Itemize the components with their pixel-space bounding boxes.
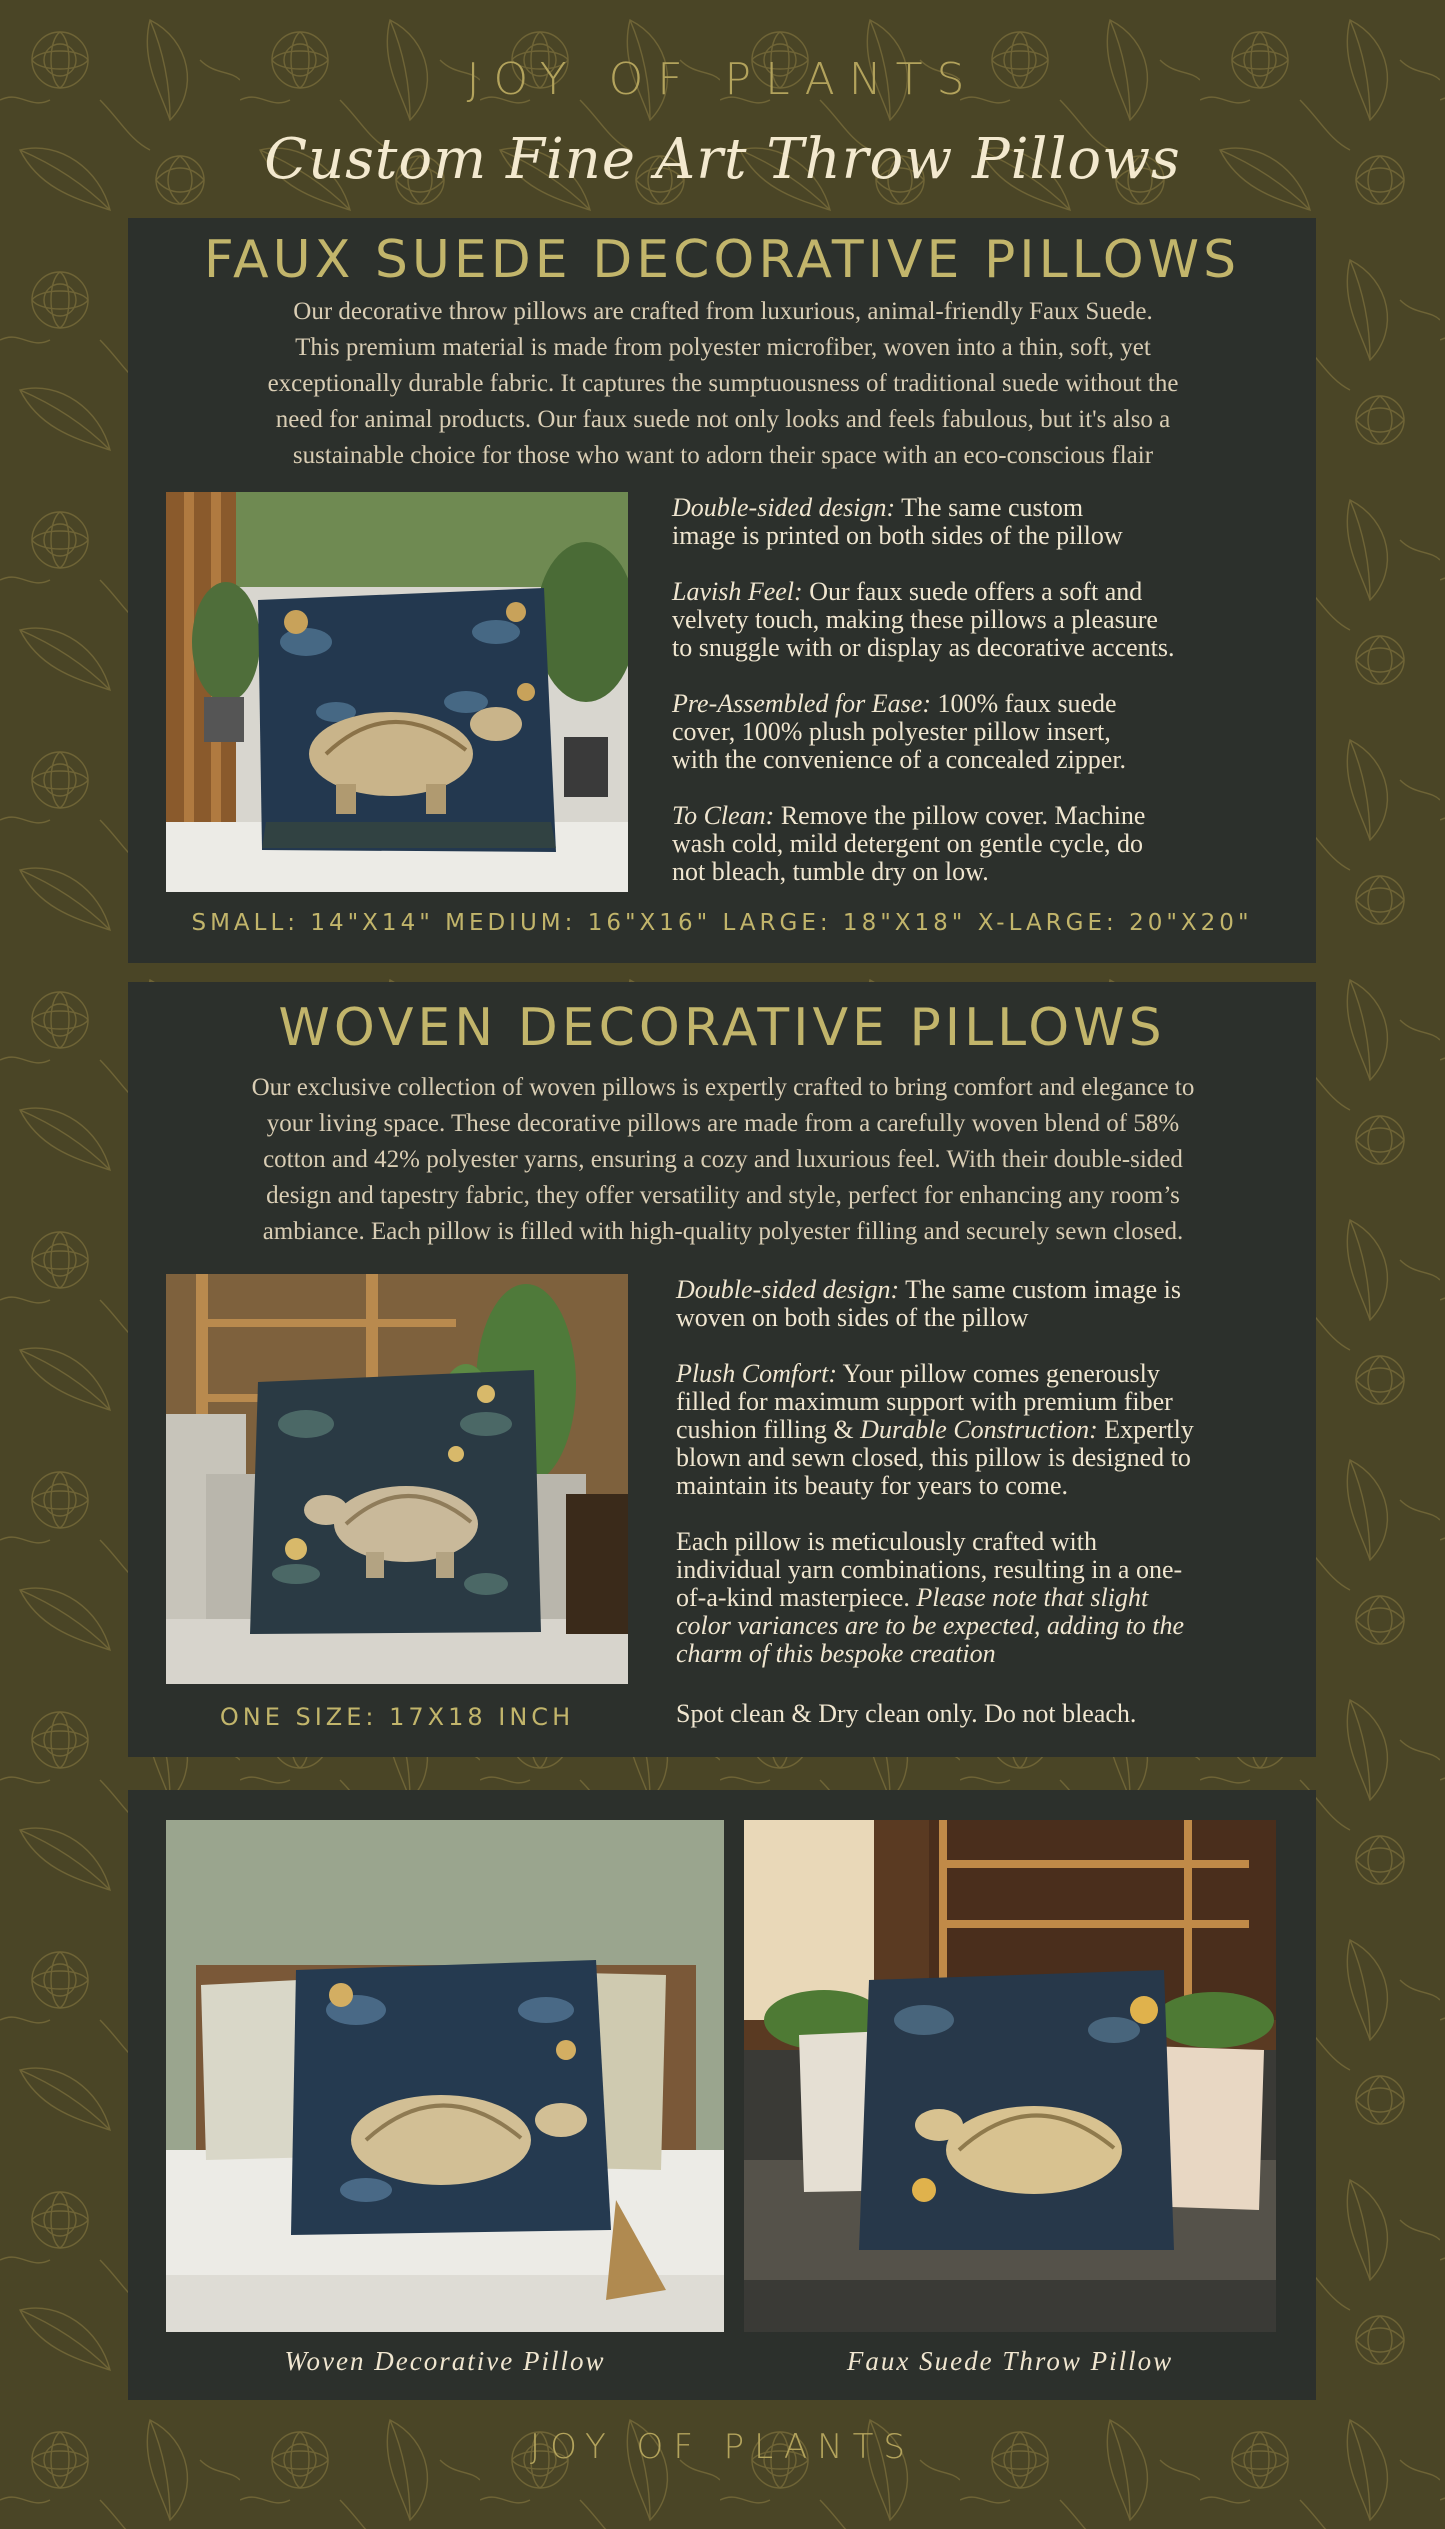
feature-label: Lavish Feel:	[672, 577, 803, 606]
feature-item	[672, 690, 1292, 774]
brand-name-bottom: JOY OF PLANTS	[530, 2427, 915, 2467]
woven-pillow-caption: Woven Decorative Pillow	[284, 2346, 606, 2376]
feature-text: woven on both sides of the pillow	[676, 1303, 1029, 1332]
intro-line: your living space. These decorative pillows are made from a carefully woven blend of 58%	[266, 1110, 1180, 1137]
woven-product-photo	[166, 1274, 628, 1684]
intro-line: need for animal products. Our faux suede not only looks and feels fabulous, but it's also a	[275, 406, 1171, 433]
feature-text: filled for maximum support with premium fiber	[676, 1387, 1173, 1416]
intro-line: ambiance. Each pillow is filled with high-quality polyester filling and securely sewn closed.	[262, 1218, 1184, 1245]
feature-text: The same custom image is	[899, 1275, 1181, 1304]
feature-label: Durable Construction:	[860, 1415, 1098, 1444]
woven-pillow-bedroom-photo	[166, 1820, 724, 2332]
intro-line: Our exclusive collection of woven pillows is expertly crafted to bring comfort and elegance to	[251, 1074, 1195, 1101]
woven-title: WOVEN DECORATIVE PILLOWS	[278, 998, 1166, 1058]
woven-care-instructions: Spot clean & Dry clean only. Do not bleach.	[676, 1699, 1137, 1728]
feature-note: color variances are to be expected, adding to the	[676, 1611, 1185, 1640]
faux-suede-sizes: SMALL: 14"X14" MEDIUM: 16"X16" LARGE: 18"X18" X-LARGE: 20"X20"	[191, 910, 1253, 936]
feature-text: Expertly	[1097, 1415, 1194, 1444]
feature-text: blown and sewn closed, this pillow is designed to	[676, 1443, 1191, 1472]
feature-text: Your pillow comes generously	[837, 1359, 1160, 1388]
feature-item	[676, 1276, 1288, 1332]
woven-features	[676, 1276, 1288, 1696]
feature-text: The same custom	[895, 493, 1084, 522]
faux-suede-pillow-livingroom-photo	[744, 1820, 1276, 2332]
feature-text: cushion filling &	[676, 1415, 861, 1444]
feature-label: Double-sided design:	[676, 1275, 900, 1304]
feature-label: Plush Comfort:	[676, 1359, 838, 1388]
intro-line: This premium material is made from polyester microfiber, woven into a thin, soft, yet	[295, 334, 1151, 361]
intro-line: Our decorative throw pillows are crafted from luxurious, animal-friendly Faux Suede.	[293, 298, 1153, 325]
page-title: Custom Fine Art Throw Pillows	[264, 127, 1181, 192]
feature-text: of-a-kind masterpiece.	[676, 1583, 917, 1612]
feature-text: cover, 100% plush polyester pillow insert,	[672, 717, 1111, 746]
feature-text: Each pillow is meticulously crafted with	[676, 1527, 1097, 1556]
faux-suede-title: FAUX SUEDE DECORATIVE PILLOWS	[203, 230, 1241, 290]
feature-text: wash cold, mild detergent on gentle cycle, do	[672, 829, 1143, 858]
feature-text: Our faux suede offers a soft and	[802, 577, 1143, 606]
feature-label: Pre-Assembled for Ease:	[672, 689, 931, 718]
feature-text: 100% faux suede	[930, 689, 1117, 718]
intro-line: design and tapestry fabric, they offer versatility and style, perfect for enhancing any room’s	[266, 1182, 1180, 1209]
woven-size: ONE SIZE: 17X18 INCH	[219, 1703, 575, 1731]
feature-item	[676, 1360, 1288, 1500]
intro-line: cotton and 42% polyester yarns, ensuring a cozy and luxurious feel. With their double-sided	[263, 1146, 1183, 1173]
faux-suede-features	[672, 494, 1292, 914]
feature-note: charm of this bespoke creation	[676, 1639, 996, 1668]
gallery-section	[128, 1790, 1316, 2400]
feature-label: Double-sided design:	[672, 493, 896, 522]
feature-item	[676, 1528, 1288, 1668]
intro-line: sustainable choice for those who want to adorn their space with an eco-conscious flair	[292, 442, 1154, 469]
feature-note: Please note that slight	[916, 1583, 1149, 1612]
feature-label: To Clean:	[672, 801, 775, 830]
feature-text: not bleach, tumble dry on low.	[672, 857, 989, 886]
brand-name-top: JOY OF PLANTS	[466, 54, 979, 105]
woven-section	[128, 982, 1316, 1757]
faux-suede-section	[128, 218, 1316, 963]
feature-text: to snuggle with or display as decorative accents.	[672, 633, 1175, 662]
feature-text: image is printed on both sides of the pillow	[672, 521, 1123, 550]
feature-text: individual yarn combinations, resulting in a one-	[676, 1555, 1183, 1584]
feature-item	[672, 802, 1292, 886]
faux-suede-product-photo	[166, 492, 628, 892]
intro-line: exceptionally durable fabric. It captures the sumptuousness of traditional suede without the	[267, 370, 1179, 397]
feature-text: with the convenience of a concealed zipper.	[672, 745, 1127, 774]
faux-suede-pillow-caption: Faux Suede Throw Pillow	[846, 2346, 1174, 2376]
feature-item	[672, 578, 1292, 662]
feature-text: Remove the pillow cover. Machine	[774, 801, 1146, 830]
feature-text: velvety touch, making these pillows a pleasure	[672, 605, 1158, 634]
woven-intro	[173, 1070, 1273, 1250]
faux-suede-intro	[173, 294, 1273, 474]
feature-item	[672, 494, 1292, 550]
feature-text: maintain its beauty for years to come.	[676, 1471, 1069, 1500]
